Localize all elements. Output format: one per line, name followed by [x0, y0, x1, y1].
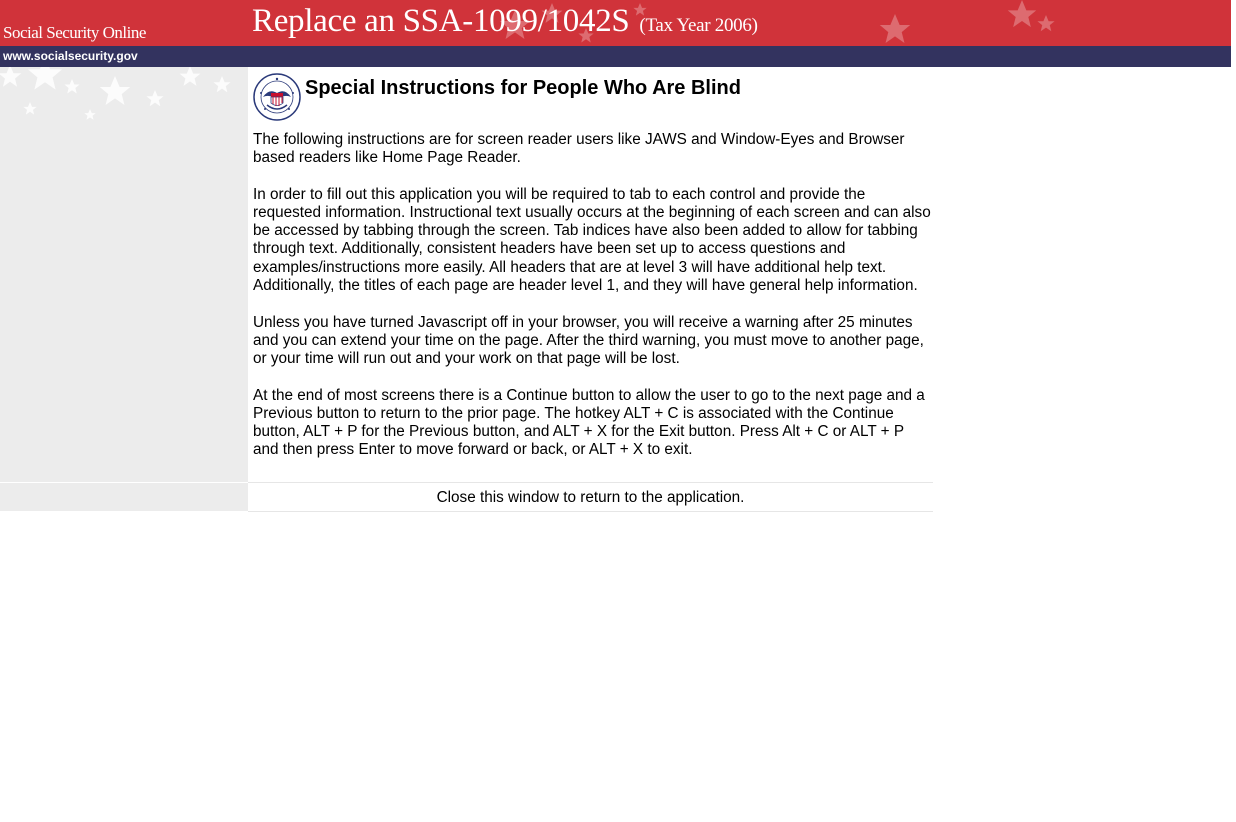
sidebar: [0, 67, 248, 482]
sidebar-star-decoration-icon: [0, 67, 248, 127]
page-title: Special Instructions for People Who Are Blind: [305, 77, 741, 99]
app-title-main: Replace an SSA-1099/1042S: [252, 3, 630, 39]
main-content: [253, 73, 933, 478]
paragraph: At the end of most screens there is a Continue button to allow the user to go to the next page and a Previous button to return to the prior page. The hotkey ALT + C is associated with the Continue button, ALT + P for the Previous button, and ALT + X for the Exit button. Press Alt + C or ALT + P and then press Enter to move forward or back, or ALT + X to exit.: [253, 387, 925, 459]
app-title-subtitle: (Tax Year 2006): [639, 15, 758, 36]
header-banner: [0, 0, 1231, 46]
close-window-text: Close this window to return to the application.: [436, 489, 745, 506]
site-url[interactable]: www.socialsecurity.gov: [3, 49, 138, 63]
ssa-seal-icon: [253, 73, 301, 121]
app-title: [252, 3, 758, 40]
paragraph: Unless you have turned Javascript off in your browser, you will receive a warning after 25 minutes and you can extend your time on the page. After the third warning, you must move to another page, or your time will run out and your work on that page will be lost.: [253, 313, 924, 367]
sidebar-footer: [0, 483, 248, 511]
footer-bar: [248, 482, 933, 512]
paragraph: The following instructions are for screen reader users like JAWS and Window-Eyes and Browser based readers like Home Page Reader.: [253, 131, 905, 167]
paragraph: In order to fill out this application you will be required to tab to each control and provide the requested information. Instructional text usually occurs at the beginning of each screen and can also be accessed by tabbing through the screen. Tab indices have also been added to allow for tabbing through text. Additionally, consistent headers have been set up to access questions and examples/instructions more easily. All headers that are at level 3 will have additional help text. Additionally, the titles of each page are header level 1, and they will have general help information.: [253, 186, 931, 294]
heading-row: [253, 73, 933, 125]
site-name: Social Security Online: [3, 23, 146, 42]
url-bar: [0, 46, 1231, 67]
